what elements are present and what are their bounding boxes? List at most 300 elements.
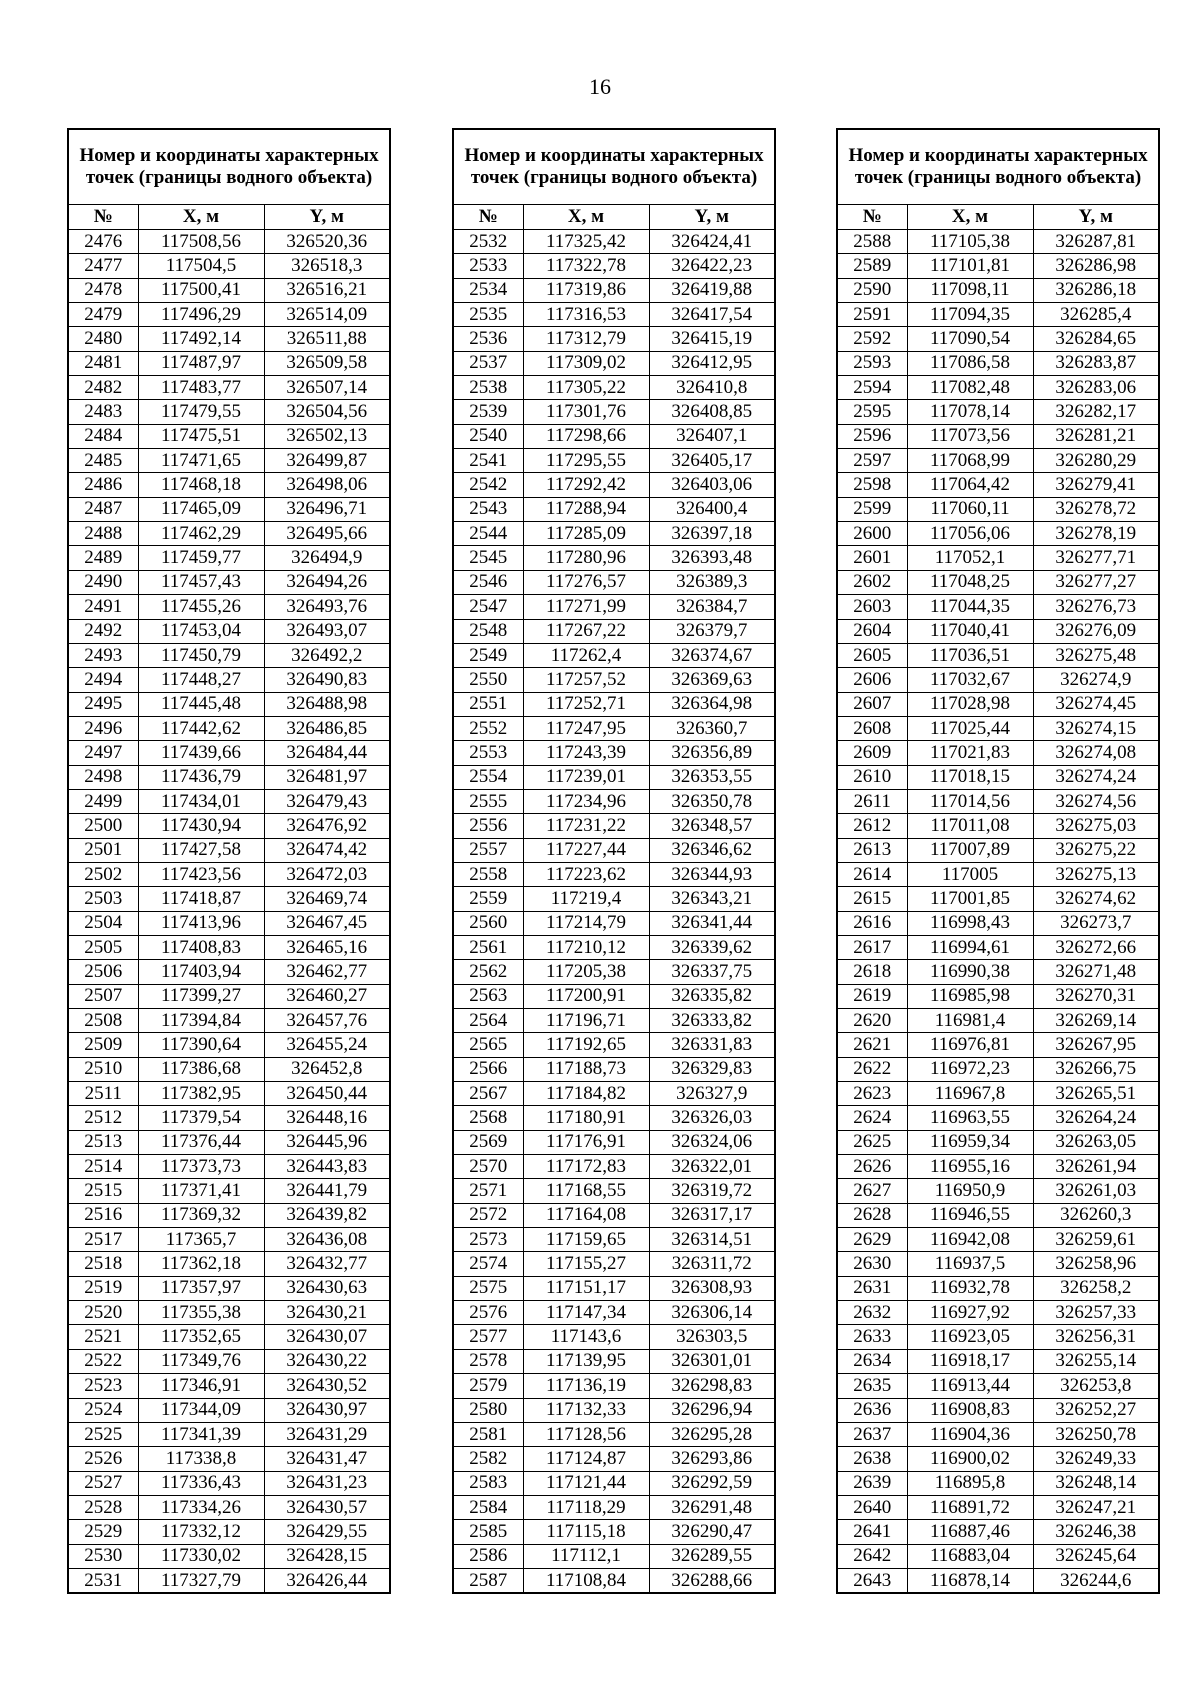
table-row [837, 960, 1159, 984]
coordinates-table-1 [67, 128, 391, 1594]
y-coordinate-cell: 326249,33 [1033, 1447, 1159, 1471]
point-number-cell: 2514 [68, 1155, 138, 1179]
point-number-cell: 2529 [68, 1520, 138, 1544]
table-row [68, 789, 390, 813]
table-row [453, 619, 775, 643]
table-row [68, 741, 390, 765]
table-row [837, 741, 1159, 765]
table-row [453, 765, 775, 789]
y-coordinate-cell: 326469,74 [264, 887, 390, 911]
table-row [453, 473, 775, 497]
x-coordinate-cell: 117394,84 [138, 1009, 264, 1033]
y-coordinate-cell: 326428,15 [264, 1544, 390, 1568]
table-row [68, 1374, 390, 1398]
x-coordinate-cell: 117301,76 [523, 400, 649, 424]
table-row [68, 546, 390, 570]
y-coordinate-cell: 326274,62 [1033, 887, 1159, 911]
table-row [453, 546, 775, 570]
y-coordinate-cell: 326496,71 [264, 497, 390, 521]
y-coordinate-cell: 326511,88 [264, 327, 390, 351]
y-coordinate-cell: 326374,67 [649, 643, 775, 667]
x-coordinate-cell: 116967,8 [907, 1082, 1033, 1106]
y-coordinate-cell: 326255,14 [1033, 1349, 1159, 1373]
x-coordinate-cell: 116932,78 [907, 1276, 1033, 1300]
table-row [837, 1398, 1159, 1422]
x-coordinate-cell: 116891,72 [907, 1495, 1033, 1519]
table-row [68, 254, 390, 278]
table-row [68, 1471, 390, 1495]
y-coordinate-cell: 326432,77 [264, 1252, 390, 1276]
x-coordinate-cell: 117312,79 [523, 327, 649, 351]
y-coordinate-cell: 326504,56 [264, 400, 390, 424]
y-coordinate-cell: 326346,62 [649, 838, 775, 862]
table-row [837, 862, 1159, 886]
point-number-cell: 2491 [68, 595, 138, 619]
point-number-cell: 2541 [453, 449, 523, 473]
point-number-cell: 2518 [68, 1252, 138, 1276]
table-row [68, 814, 390, 838]
table-row [837, 1301, 1159, 1325]
point-number-cell: 2501 [68, 838, 138, 862]
point-number-cell: 2631 [837, 1276, 907, 1300]
point-number-cell: 2533 [453, 254, 523, 278]
x-coordinate-cell: 117445,48 [138, 692, 264, 716]
y-coordinate-cell: 326275,48 [1033, 643, 1159, 667]
x-coordinate-cell: 117483,77 [138, 376, 264, 400]
point-number-cell: 2537 [453, 351, 523, 375]
y-coordinate-cell: 326455,24 [264, 1033, 390, 1057]
y-coordinate-cell: 326283,06 [1033, 376, 1159, 400]
x-coordinate-cell: 117007,89 [907, 838, 1033, 862]
x-coordinate-cell: 117332,12 [138, 1520, 264, 1544]
x-coordinate-cell: 116981,4 [907, 1009, 1033, 1033]
x-coordinate-cell: 117379,54 [138, 1106, 264, 1130]
y-coordinate-cell: 326258,2 [1033, 1276, 1159, 1300]
y-coordinate-cell: 326494,26 [264, 570, 390, 594]
point-number-cell: 2546 [453, 570, 523, 594]
x-coordinate-cell: 117168,55 [523, 1179, 649, 1203]
table-row [837, 1276, 1159, 1300]
y-coordinate-cell: 326266,75 [1033, 1057, 1159, 1081]
point-number-cell: 2483 [68, 400, 138, 424]
y-coordinate-cell: 326429,55 [264, 1520, 390, 1544]
table-row [453, 1082, 775, 1106]
y-coordinate-cell: 326405,17 [649, 449, 775, 473]
table-row [453, 1471, 775, 1495]
table-row [837, 1252, 1159, 1276]
y-coordinate-cell: 326276,73 [1033, 595, 1159, 619]
x-coordinate-cell: 117403,94 [138, 960, 264, 984]
table-row [68, 887, 390, 911]
y-coordinate-cell: 326494,9 [264, 546, 390, 570]
point-number-cell: 2492 [68, 619, 138, 643]
table-row [453, 254, 775, 278]
y-coordinate-cell: 326275,13 [1033, 862, 1159, 886]
table-row [68, 1252, 390, 1276]
point-number-cell: 2547 [453, 595, 523, 619]
point-number-cell: 2603 [837, 595, 907, 619]
y-coordinate-cell: 326319,72 [649, 1179, 775, 1203]
y-coordinate-cell: 326291,48 [649, 1495, 775, 1519]
x-coordinate-cell: 117475,51 [138, 424, 264, 448]
x-coordinate-cell: 117462,29 [138, 522, 264, 546]
point-number-cell: 2554 [453, 765, 523, 789]
table-row [68, 424, 390, 448]
table-row [68, 1009, 390, 1033]
y-coordinate-cell: 326276,09 [1033, 619, 1159, 643]
x-coordinate-cell: 117376,44 [138, 1130, 264, 1154]
table-row [68, 1057, 390, 1081]
column-header-y: Y, м [649, 205, 775, 230]
table-row [68, 1228, 390, 1252]
point-number-cell: 2532 [453, 230, 523, 254]
x-coordinate-cell: 117234,96 [523, 789, 649, 813]
x-coordinate-cell: 116878,14 [907, 1568, 1033, 1593]
x-coordinate-cell: 117334,26 [138, 1495, 264, 1519]
x-coordinate-cell: 117227,44 [523, 838, 649, 862]
table-row [453, 862, 775, 886]
table-row [837, 838, 1159, 862]
x-coordinate-cell: 117128,56 [523, 1422, 649, 1446]
y-coordinate-cell: 326288,66 [649, 1568, 775, 1593]
y-coordinate-cell: 326278,72 [1033, 497, 1159, 521]
table-caption: Номер и координаты характерных точек (границы водного объекта) [68, 129, 390, 205]
table-row [453, 400, 775, 424]
table-row [68, 1203, 390, 1227]
table-row [837, 1520, 1159, 1544]
point-number-cell: 2521 [68, 1325, 138, 1349]
x-coordinate-cell: 117155,27 [523, 1252, 649, 1276]
point-number-cell: 2481 [68, 351, 138, 375]
point-number-cell: 2575 [453, 1276, 523, 1300]
point-number-cell: 2582 [453, 1447, 523, 1471]
y-coordinate-cell: 326439,82 [264, 1203, 390, 1227]
point-number-cell: 2635 [837, 1374, 907, 1398]
point-number-cell: 2609 [837, 741, 907, 765]
table-row [837, 789, 1159, 813]
y-coordinate-cell: 326412,95 [649, 351, 775, 375]
y-coordinate-cell: 326275,03 [1033, 814, 1159, 838]
table-row [453, 643, 775, 667]
point-number-cell: 2528 [68, 1495, 138, 1519]
y-coordinate-cell: 326265,51 [1033, 1082, 1159, 1106]
y-coordinate-cell: 326287,81 [1033, 230, 1159, 254]
table-row [837, 327, 1159, 351]
table-row [837, 522, 1159, 546]
y-coordinate-cell: 326284,65 [1033, 327, 1159, 351]
table-row [453, 1301, 775, 1325]
point-number-cell: 2524 [68, 1398, 138, 1422]
x-coordinate-cell: 117086,58 [907, 351, 1033, 375]
table-row [453, 1422, 775, 1446]
column-header-y: Y, м [264, 205, 390, 230]
point-number-cell: 2596 [837, 424, 907, 448]
y-coordinate-cell: 326384,7 [649, 595, 775, 619]
x-coordinate-cell: 117257,52 [523, 668, 649, 692]
x-coordinate-cell: 117369,32 [138, 1203, 264, 1227]
y-coordinate-cell: 326514,09 [264, 303, 390, 327]
x-coordinate-cell: 117309,02 [523, 351, 649, 375]
table-row [68, 400, 390, 424]
y-coordinate-cell: 326356,89 [649, 741, 775, 765]
table-row [453, 1106, 775, 1130]
table-row [453, 497, 775, 521]
table-row [453, 278, 775, 302]
y-coordinate-cell: 326280,29 [1033, 449, 1159, 473]
y-coordinate-cell: 326443,83 [264, 1155, 390, 1179]
y-coordinate-cell: 326245,64 [1033, 1544, 1159, 1568]
x-coordinate-cell: 117285,09 [523, 522, 649, 546]
table-row [68, 668, 390, 692]
table-row [837, 935, 1159, 959]
y-coordinate-cell: 326467,45 [264, 911, 390, 935]
y-coordinate-cell: 326360,7 [649, 716, 775, 740]
x-coordinate-cell: 117121,44 [523, 1471, 649, 1495]
x-coordinate-cell: 117090,54 [907, 327, 1033, 351]
x-coordinate-cell: 117101,81 [907, 254, 1033, 278]
x-coordinate-cell: 117292,42 [523, 473, 649, 497]
point-number-cell: 2505 [68, 935, 138, 959]
x-coordinate-cell: 117011,08 [907, 814, 1033, 838]
table-row [68, 351, 390, 375]
point-number-cell: 2482 [68, 376, 138, 400]
x-coordinate-cell: 117032,67 [907, 668, 1033, 692]
y-coordinate-cell: 326282,17 [1033, 400, 1159, 424]
point-number-cell: 2489 [68, 546, 138, 570]
x-coordinate-cell: 117371,41 [138, 1179, 264, 1203]
table-row [68, 449, 390, 473]
y-coordinate-cell: 326261,94 [1033, 1155, 1159, 1179]
x-coordinate-cell: 116918,17 [907, 1349, 1033, 1373]
table-row [68, 1082, 390, 1106]
x-coordinate-cell: 117262,4 [523, 643, 649, 667]
table-row [68, 1398, 390, 1422]
point-number-cell: 2618 [837, 960, 907, 984]
y-coordinate-cell: 326290,47 [649, 1520, 775, 1544]
point-number-cell: 2598 [837, 473, 907, 497]
y-coordinate-cell: 326430,52 [264, 1374, 390, 1398]
x-coordinate-cell: 117508,56 [138, 230, 264, 254]
x-coordinate-cell: 117504,5 [138, 254, 264, 278]
x-coordinate-cell: 117479,55 [138, 400, 264, 424]
x-coordinate-cell: 116955,16 [907, 1155, 1033, 1179]
point-number-cell: 2573 [453, 1228, 523, 1252]
y-coordinate-cell: 326389,3 [649, 570, 775, 594]
x-coordinate-cell: 117338,8 [138, 1447, 264, 1471]
y-coordinate-cell: 326285,4 [1033, 303, 1159, 327]
y-coordinate-cell: 326273,7 [1033, 911, 1159, 935]
y-coordinate-cell: 326430,07 [264, 1325, 390, 1349]
x-coordinate-cell: 117082,48 [907, 376, 1033, 400]
x-coordinate-cell: 117418,87 [138, 887, 264, 911]
point-number-cell: 2640 [837, 1495, 907, 1519]
y-coordinate-cell: 326343,21 [649, 887, 775, 911]
point-number-cell: 2616 [837, 911, 907, 935]
y-coordinate-cell: 326488,98 [264, 692, 390, 716]
table-row [837, 1325, 1159, 1349]
x-coordinate-cell: 117386,68 [138, 1057, 264, 1081]
y-coordinate-cell: 326419,88 [649, 278, 775, 302]
x-coordinate-cell: 117196,71 [523, 1009, 649, 1033]
x-coordinate-cell: 117465,09 [138, 497, 264, 521]
point-number-cell: 2564 [453, 1009, 523, 1033]
table-row [68, 1495, 390, 1519]
x-coordinate-cell: 116959,34 [907, 1130, 1033, 1154]
table-row [453, 449, 775, 473]
y-coordinate-cell: 326292,59 [649, 1471, 775, 1495]
point-number-cell: 2538 [453, 376, 523, 400]
point-number-cell: 2619 [837, 984, 907, 1008]
table-row [453, 327, 775, 351]
x-coordinate-cell: 117298,66 [523, 424, 649, 448]
point-number-cell: 2477 [68, 254, 138, 278]
x-coordinate-cell: 116937,5 [907, 1252, 1033, 1276]
x-coordinate-cell: 117408,83 [138, 935, 264, 959]
y-coordinate-cell: 326422,23 [649, 254, 775, 278]
coordinates-table-3 [836, 128, 1160, 1594]
point-number-cell: 2623 [837, 1082, 907, 1106]
y-coordinate-cell: 326509,58 [264, 351, 390, 375]
point-number-cell: 2485 [68, 449, 138, 473]
table-row [68, 1349, 390, 1373]
table-row [68, 473, 390, 497]
y-coordinate-cell: 326339,62 [649, 935, 775, 959]
x-coordinate-cell: 117434,01 [138, 789, 264, 813]
x-coordinate-cell: 116887,46 [907, 1520, 1033, 1544]
table-row [68, 1106, 390, 1130]
table-row [453, 1374, 775, 1398]
y-coordinate-cell: 326271,48 [1033, 960, 1159, 984]
y-coordinate-cell: 326445,96 [264, 1130, 390, 1154]
point-number-cell: 2589 [837, 254, 907, 278]
y-coordinate-cell: 326247,21 [1033, 1495, 1159, 1519]
point-number-cell: 2536 [453, 327, 523, 351]
table-row [68, 1568, 390, 1593]
point-number-cell: 2493 [68, 643, 138, 667]
point-number-cell: 2580 [453, 1398, 523, 1422]
point-number-cell: 2633 [837, 1325, 907, 1349]
point-number-cell: 2566 [453, 1057, 523, 1081]
point-number-cell: 2629 [837, 1228, 907, 1252]
x-coordinate-cell: 117280,96 [523, 546, 649, 570]
table-row [68, 1422, 390, 1446]
y-coordinate-cell: 326259,61 [1033, 1228, 1159, 1252]
point-number-cell: 2555 [453, 789, 523, 813]
table-row [453, 1009, 775, 1033]
point-number-cell: 2591 [837, 303, 907, 327]
y-coordinate-cell: 326448,16 [264, 1106, 390, 1130]
x-coordinate-cell: 117267,22 [523, 619, 649, 643]
table-row [68, 230, 390, 254]
y-coordinate-cell: 326274,24 [1033, 765, 1159, 789]
table-row [837, 1374, 1159, 1398]
table-row [453, 984, 775, 1008]
x-coordinate-cell: 117094,35 [907, 303, 1033, 327]
y-coordinate-cell: 326335,82 [649, 984, 775, 1008]
point-number-cell: 2578 [453, 1349, 523, 1373]
x-coordinate-cell: 117243,39 [523, 741, 649, 765]
y-coordinate-cell: 326286,98 [1033, 254, 1159, 278]
point-number-cell: 2590 [837, 278, 907, 302]
table-row [68, 303, 390, 327]
x-coordinate-cell: 117362,18 [138, 1252, 264, 1276]
table-row [68, 960, 390, 984]
point-number-cell: 2551 [453, 692, 523, 716]
y-coordinate-cell: 326248,14 [1033, 1471, 1159, 1495]
table-row [837, 1179, 1159, 1203]
y-coordinate-cell: 326326,03 [649, 1106, 775, 1130]
table-row [68, 765, 390, 789]
point-number-cell: 2527 [68, 1471, 138, 1495]
point-number-cell: 2628 [837, 1203, 907, 1227]
x-coordinate-cell: 117500,41 [138, 278, 264, 302]
x-coordinate-cell: 117459,77 [138, 546, 264, 570]
y-coordinate-cell: 326275,22 [1033, 838, 1159, 862]
point-number-cell: 2509 [68, 1033, 138, 1057]
x-coordinate-cell: 117382,95 [138, 1082, 264, 1106]
table-row [837, 1155, 1159, 1179]
point-number-cell: 2611 [837, 789, 907, 813]
y-coordinate-cell: 326327,9 [649, 1082, 775, 1106]
point-number-cell: 2557 [453, 838, 523, 862]
table-row [68, 984, 390, 1008]
x-coordinate-cell: 117436,79 [138, 765, 264, 789]
x-coordinate-cell: 117496,29 [138, 303, 264, 327]
point-number-cell: 2540 [453, 424, 523, 448]
point-number-cell: 2519 [68, 1276, 138, 1300]
y-coordinate-cell: 326308,93 [649, 1276, 775, 1300]
point-number-cell: 2572 [453, 1203, 523, 1227]
point-number-cell: 2498 [68, 765, 138, 789]
table-row [837, 1228, 1159, 1252]
x-coordinate-cell: 117068,99 [907, 449, 1033, 473]
x-coordinate-cell: 117136,19 [523, 1374, 649, 1398]
x-coordinate-cell: 117021,83 [907, 741, 1033, 765]
table-row [453, 1447, 775, 1471]
point-number-cell: 2617 [837, 935, 907, 959]
x-coordinate-cell: 117252,71 [523, 692, 649, 716]
point-number-cell: 2565 [453, 1033, 523, 1057]
point-number-cell: 2494 [68, 668, 138, 692]
table-row [837, 1203, 1159, 1227]
point-number-cell: 2583 [453, 1471, 523, 1495]
point-number-cell: 2500 [68, 814, 138, 838]
point-number-cell: 2568 [453, 1106, 523, 1130]
x-coordinate-cell: 116883,04 [907, 1544, 1033, 1568]
table-row [453, 668, 775, 692]
column-header-number: № [837, 205, 907, 230]
table-row [453, 424, 775, 448]
y-coordinate-cell: 326264,24 [1033, 1106, 1159, 1130]
y-coordinate-cell: 326430,57 [264, 1495, 390, 1519]
point-number-cell: 2584 [453, 1495, 523, 1519]
y-coordinate-cell: 326298,83 [649, 1374, 775, 1398]
table-row [837, 1544, 1159, 1568]
y-coordinate-cell: 326415,19 [649, 327, 775, 351]
y-coordinate-cell: 326274,15 [1033, 716, 1159, 740]
table-row [453, 1252, 775, 1276]
y-coordinate-cell: 326344,93 [649, 862, 775, 886]
x-coordinate-cell: 117048,25 [907, 570, 1033, 594]
point-number-cell: 2487 [68, 497, 138, 521]
x-coordinate-cell: 117457,43 [138, 570, 264, 594]
y-coordinate-cell: 326348,57 [649, 814, 775, 838]
y-coordinate-cell: 326493,76 [264, 595, 390, 619]
x-coordinate-cell: 117455,26 [138, 595, 264, 619]
table-row [68, 1033, 390, 1057]
table-row [837, 619, 1159, 643]
point-number-cell: 2636 [837, 1398, 907, 1422]
